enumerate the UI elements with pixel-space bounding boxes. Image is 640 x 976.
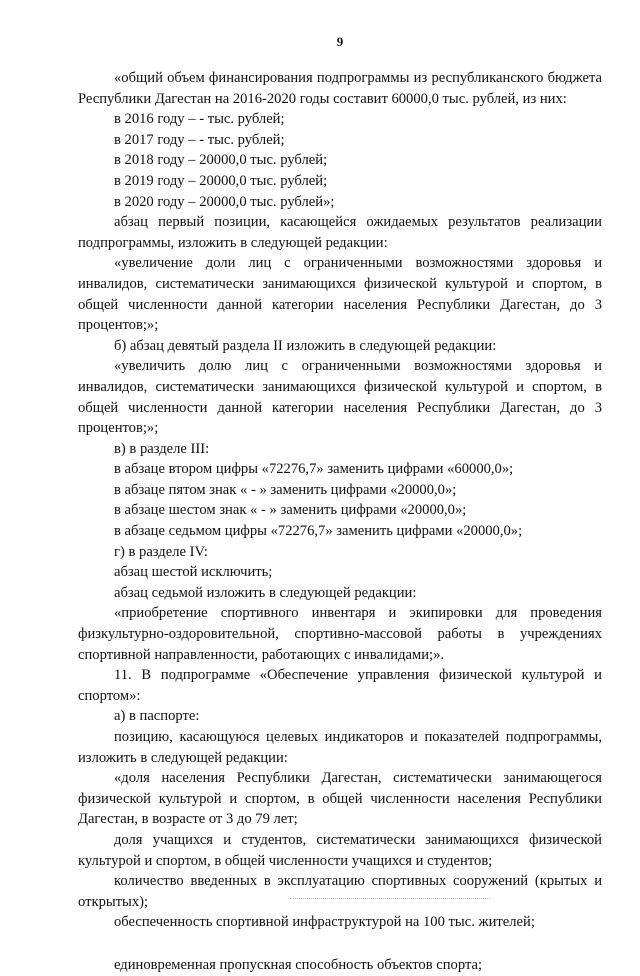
paragraph-section-3: в) в разделе III: (114, 440, 210, 457)
paragraph-section-3-para-5: в абзаце пятом знак « - » заменить цифрами «20000,0»; (114, 481, 457, 498)
paragraph-financing: «общий объем финансирования подпрограммы из республиканского бюджета Республики Дагестан на 2016-2020 годы составит 60000,0 тыс. рублей, из них: (78, 70, 602, 107)
paragraph-infrastructure: обеспеченность спортивной инфраструктурой на 100 тыс. жителей; (114, 914, 535, 931)
paragraph-section-2: б) абзац девятый раздела II изложить в следующей редакции: (114, 337, 497, 354)
paragraph-quote-increase: «увеличение доли лиц с ограниченными возможностями здоровья и инвалидов, систематически занимающихся физической культурой и спортом, в общей численности данной категории населения Республики Дагестан, до 3 процентов;»; (78, 255, 602, 334)
paragraph-quote-equipment: «приобретение спортивного инвентаря и экипировки для проведения физкультурно-оздоровительной, спортивно-массовой работы в учреждениях спортивной направленности, работающих с инвалидами;». (78, 605, 602, 663)
paragraph-item-11: 11. В подпрограмме «Обеспечение управления физической культурой и спортом»: (78, 667, 602, 704)
paragraph-year-2018: в 2018 году – 20000,0 тыс. рублей; (114, 152, 328, 169)
document-body (78, 68, 602, 976)
paragraph-section-4-para-7: абзац седьмой изложить в следующей редакции: (114, 584, 417, 601)
scan-artifact-line (290, 898, 490, 901)
paragraph-section-3-para-2: в абзаце втором цифры «72276,7» заменить цифрами «60000,0»; (114, 461, 514, 478)
page-number: 9 (336, 34, 344, 49)
paragraph-year-2019: в 2019 году – 20000,0 тыс. рублей; (114, 172, 328, 189)
paragraph-section-3-para-6: в абзаце шестом знак « - » заменить цифрами «20000,0»; (114, 502, 467, 519)
paragraph-expected-results: абзац первый позиции, касающейся ожидаемых результатов реализации подпрограммы, изложить в следующей редакции: (78, 214, 602, 251)
paragraph-facilities-count: количество введенных в эксплуатацию спортивных сооружений (крытых и открытых); (78, 873, 602, 910)
paragraph-capacity: единовременная пропускная способность объектов спорта; (114, 956, 483, 973)
paragraph-year-2020: в 2020 году – 20000,0 тыс. рублей»; (114, 193, 335, 210)
paragraph-quote-increase-share: «увеличить долю лиц с ограниченными возможностями здоровья и инвалидов, систематически занимающихся физической культурой и спортом, в общей численности данной категории населения Республики Дагестан, до 3 процентов;»; (78, 358, 602, 437)
paragraph-section-4-para-6: абзац шестой исключить; (114, 564, 273, 581)
paragraph-passport: а) в паспорте: (114, 708, 200, 725)
paragraph-year-2016: в 2016 году – - тыс. рублей; (114, 111, 285, 128)
paragraph-year-2017: в 2017 году – - тыс. рублей; (114, 131, 285, 148)
paragraph-indicators: позицию, касающуюся целевых индикаторов и показателей подпрограммы, изложить в следующей редакции: (78, 729, 602, 766)
paragraph-quote-population-share: «доля населения Республики Дагестан, систематически занимающегося физической культурой и спортом, в общей численности населения Республики Дагестан, в возрасте от 3 до 79 лет; (78, 770, 602, 828)
paragraph-section-3-para-7: в абзаце седьмом цифры «72276,7» заменить цифрами «20000,0»; (114, 523, 523, 540)
paragraph-students-share: доля учащихся и студентов, систематически занимающихся физической культурой и спортом, в общей численности учащихся и студентов; (78, 831, 602, 869)
paragraph-section-4: г) в разделе IV: (114, 543, 208, 560)
